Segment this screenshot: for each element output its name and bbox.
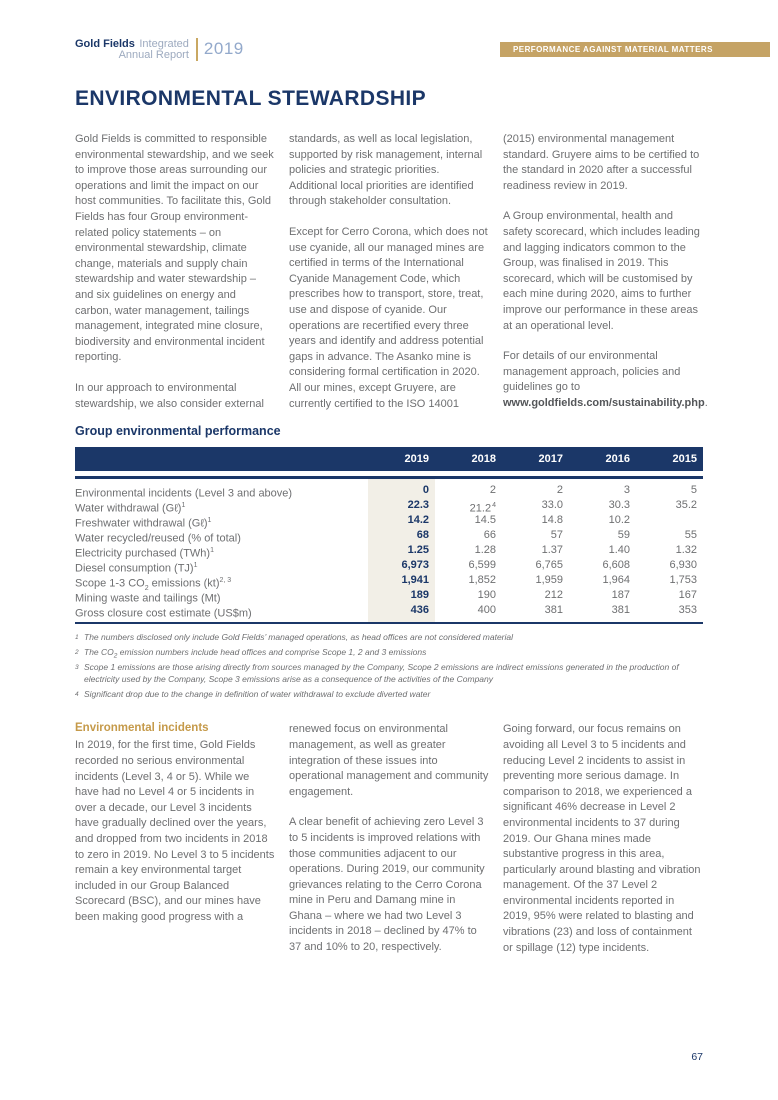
paragraph: In 2019, for the first time, Gold Fields recorded no serious environmental incidents (Level 3, 4 or 5). While we have had no Level 4 or 5 incidents in over a decade, our Level 3 incidents have gradually declined over the years, and dropped from two incidents in 2018 to zero in 2019. No Level 3 to 5 incidents remain a key environmental target included in our Group Balanced Scorecard (BSC), and our mines have been making good progress with a xyxy=(75,739,275,923)
table-cell: 21.2$^4$ xyxy=(469,502,496,515)
row-label: Diesel consumption (TJ)$^1$ xyxy=(75,562,198,575)
table-cell: 1,959 xyxy=(535,574,563,587)
section-heading: Environmental incidents xyxy=(75,722,209,735)
table-cell: 2 xyxy=(556,484,563,497)
table-row xyxy=(75,543,703,558)
row-label: Gross closure cost estimate (US$m) xyxy=(75,607,252,620)
intro-column-2 xyxy=(289,132,489,412)
table-cell: 6,608 xyxy=(602,559,630,572)
table-cell: 381 xyxy=(544,604,563,617)
footnote: 4 Significant drop due to the change in definition of water withdrawal to exclude diverted water xyxy=(75,689,431,700)
table-cell: 0 xyxy=(422,484,429,497)
table-cell: 212 xyxy=(544,589,563,602)
column-header-2019: 2019 xyxy=(404,453,429,466)
table-cell: 22.3 xyxy=(407,499,429,512)
table-cell: 55 xyxy=(684,529,697,542)
row-label: Water withdrawal (Gℓ)$^1$ xyxy=(75,502,186,515)
column-header-2018: 2018 xyxy=(471,453,496,466)
table-cell: 1,964 xyxy=(602,574,630,587)
table-cell: 10.2 xyxy=(608,514,630,527)
table-cell: 353 xyxy=(678,604,697,617)
paragraph: (2015) environmental management standard. Gruyere aims to be certified to the standard in 2020 after a successful readiness review in 2019. xyxy=(503,133,700,192)
gold-fields-logo xyxy=(75,0,244,61)
logo-text xyxy=(75,37,189,61)
table-cell: 400 xyxy=(477,604,496,617)
table-cell: 35.2 xyxy=(675,499,697,512)
paragraph: Gold Fields is committed to responsible environmental stewardship, and we seek to improve those areas surrounding our operations and limit the impact on our host communities. To facilitate this, Gold Fields has four Group environment-related policy statements – on environmental stewardship, climate change, materials and supply chain stewardship and water stewardship – and six guidelines on energy and carbon, water management, tailings management, integrated mine closure, biodiversity and environmental incident reporting. xyxy=(75,133,274,364)
table-cell: 14.5 xyxy=(474,514,496,527)
table-cell: 1,852 xyxy=(468,574,496,587)
row-label: Freshwater withdrawal (Gℓ)$^1$ xyxy=(75,517,212,530)
footnote: 3 Scope 1 emissions are those arising directly from sources managed by the Company, Scope 2 emissions are indirect emissions generated in the production of electricity used by the Company, Scope 3 emissions arise as a consequence of the activities of the Company xyxy=(75,662,679,684)
intro-column-1 xyxy=(75,132,275,412)
table-cell: 1.40 xyxy=(608,544,630,557)
footnote: 1 The numbers disclosed only include Gold Fields’ managed operations, as head offices are not considered material xyxy=(75,632,514,643)
table-cell: 33.0 xyxy=(541,499,563,512)
incidents-text-columns xyxy=(75,722,703,956)
paragraph: standards, as well as local legislation, supported by risk management, internal policies and strategic priorities. Additional local priorities are identified through stakeholder consultation. xyxy=(289,133,483,208)
paragraph: A clear benefit of achieving zero Level 3 to 5 incidents is improved relations with those communities adjacent to our operations. During 2019, our community grievances relating to the Cerro Corona mine in Peru and Damang mine in Ghana – where we had two Level 3 incidents in 2018 – declined by 47% to 37 and 10% to 20, respectively. xyxy=(289,816,485,954)
table-cell: 68 xyxy=(416,529,429,542)
incidents-column-1 xyxy=(75,722,275,956)
paragraph: A Group environmental, health and safety scorecard, which includes leading and lagging indicators common to the Group, was finalised in 2019. This scorecard, which will be customised by each mine during 2020, aims to further improve our performance in these areas at an operational level. xyxy=(503,210,700,332)
table-row xyxy=(75,498,703,513)
paragraph xyxy=(503,349,708,411)
page-title: ENVIRONMENTAL STEWARDSHIP xyxy=(75,87,427,110)
column-header-2015: 2015 xyxy=(672,453,697,466)
paragraph: In our approach to environmental stewardship, we also consider external xyxy=(75,381,264,410)
table-header-row xyxy=(75,447,703,471)
table-cell: 3 xyxy=(623,484,630,497)
table-cell: 6,765 xyxy=(535,559,563,572)
footnote-number: 4 xyxy=(75,691,79,699)
table-cell: 66 xyxy=(483,529,496,542)
table-cell: 30.3 xyxy=(608,499,630,512)
table-cell: 1.37 xyxy=(541,544,563,557)
table-cell: 1,753 xyxy=(669,574,697,587)
table-cell: 5 xyxy=(690,484,697,497)
logo-divider-bar xyxy=(196,38,198,61)
table-cell: 2 xyxy=(489,484,496,497)
column-header-2016: 2016 xyxy=(605,453,630,466)
table-row xyxy=(75,573,703,592)
row-label: Water recycled/reused (% of total) xyxy=(75,532,241,545)
table-cell: 6,973 xyxy=(401,559,429,572)
column-header-2017: 2017 xyxy=(538,453,563,466)
table-cell: 167 xyxy=(678,589,697,602)
intro-text-columns xyxy=(75,132,708,412)
table-cell: 14.8 xyxy=(541,514,563,527)
footnote-number: 2 xyxy=(75,649,79,657)
table-cell: 14.2 xyxy=(407,514,429,527)
table-cell: 1.28 xyxy=(474,544,496,557)
page-number: 67 xyxy=(691,1051,703,1063)
table-row xyxy=(75,513,703,528)
table-body xyxy=(75,479,703,624)
table-row xyxy=(75,603,703,618)
paragraph-text: For details of our environmental management approach, policies and guidelines go to xyxy=(503,350,681,394)
incidents-column-3 xyxy=(503,722,703,956)
paragraph: renewed focus on environmental management, as well as greater integration of these issues into operational management and community engagement. xyxy=(289,723,489,798)
paragraph-text: . xyxy=(704,396,708,409)
logo-sub2: Annual Report xyxy=(118,49,189,61)
table-cell: 190 xyxy=(477,589,496,602)
table-cell: 381 xyxy=(611,604,630,617)
logo-brand: Gold Fields xyxy=(75,38,135,50)
table-cell: 57 xyxy=(550,529,563,542)
table-title: Group environmental performance xyxy=(75,424,281,439)
section-banner: PERFORMANCE AGAINST MATERIAL MATTERS xyxy=(500,42,770,57)
footnote: 2 The $CO_2$ emission numbers include head offices and comprise Scope 1, 2 and 3 emissions xyxy=(75,647,427,660)
table-cell: 1,941 xyxy=(401,574,429,587)
row-label: Environmental incidents (Level 3 and above) xyxy=(75,487,293,500)
paragraph: Going forward, our focus remains on avoiding all Level 3 to 5 incidents and reducing Level 2 incidents to assist in preventing more serious damage. In comparison to 2018, we experienced a significant 46% decrease in Level 2 environmental incidents to 37 during 2019. Our Ghana mines made substantive progress in this area, particularly around blasting and vibration management. Of the 37 Level 2 environmental incidents reported in 2019, 95% were related to blasting and vibrations (23) and loss of containment or spillage (12) type incidents. xyxy=(503,723,701,954)
logo-sub1: Integrated xyxy=(139,38,189,50)
row-label: Scope 1-3 $CO_2$ emissions (kt)$^{2, 3}$ xyxy=(75,577,232,592)
environmental-performance-table xyxy=(75,447,703,624)
intro-column-3 xyxy=(503,132,708,412)
row-label: Mining waste and tailings (Mt) xyxy=(75,592,221,605)
footnote-number: 3 xyxy=(75,664,79,672)
table-row xyxy=(75,558,703,573)
table-cell xyxy=(636,513,703,528)
footnote-number: 1 xyxy=(75,634,79,642)
table-cell: 6,599 xyxy=(468,559,496,572)
row-label: Electricity purchased (TWh)$^1$ xyxy=(75,547,214,560)
table-row xyxy=(75,483,703,498)
table-row xyxy=(75,528,703,543)
table-cell: 187 xyxy=(611,589,630,602)
sustainability-link[interactable]: www.goldfields.com/sustainability.php xyxy=(503,396,705,409)
table-cell: 436 xyxy=(410,604,429,617)
table-cell: 1.32 xyxy=(675,544,697,557)
table-footnotes xyxy=(75,632,703,704)
table-cell: 59 xyxy=(617,529,630,542)
table-cell: 6,930 xyxy=(669,559,697,572)
incidents-column-2 xyxy=(289,722,489,956)
logo-year: 2019 xyxy=(203,39,244,58)
paragraph: Except for Cerro Corona, which does not use cyanide, all our managed mines are certified in terms of the International Cyanide Management Code, which prescribes how to transport, store, treat, use and dispose of cyanide. Our operations are recertified every three years and identify and address potential gaps in advance. The Asanko mine is considering formal certification in 2020. All our mines, except Gruyere, are currently certified to the ISO 14001 xyxy=(289,225,488,410)
table-cell: 189 xyxy=(410,589,429,602)
table-cell: 1.25 xyxy=(407,544,429,557)
table-row xyxy=(75,588,703,603)
